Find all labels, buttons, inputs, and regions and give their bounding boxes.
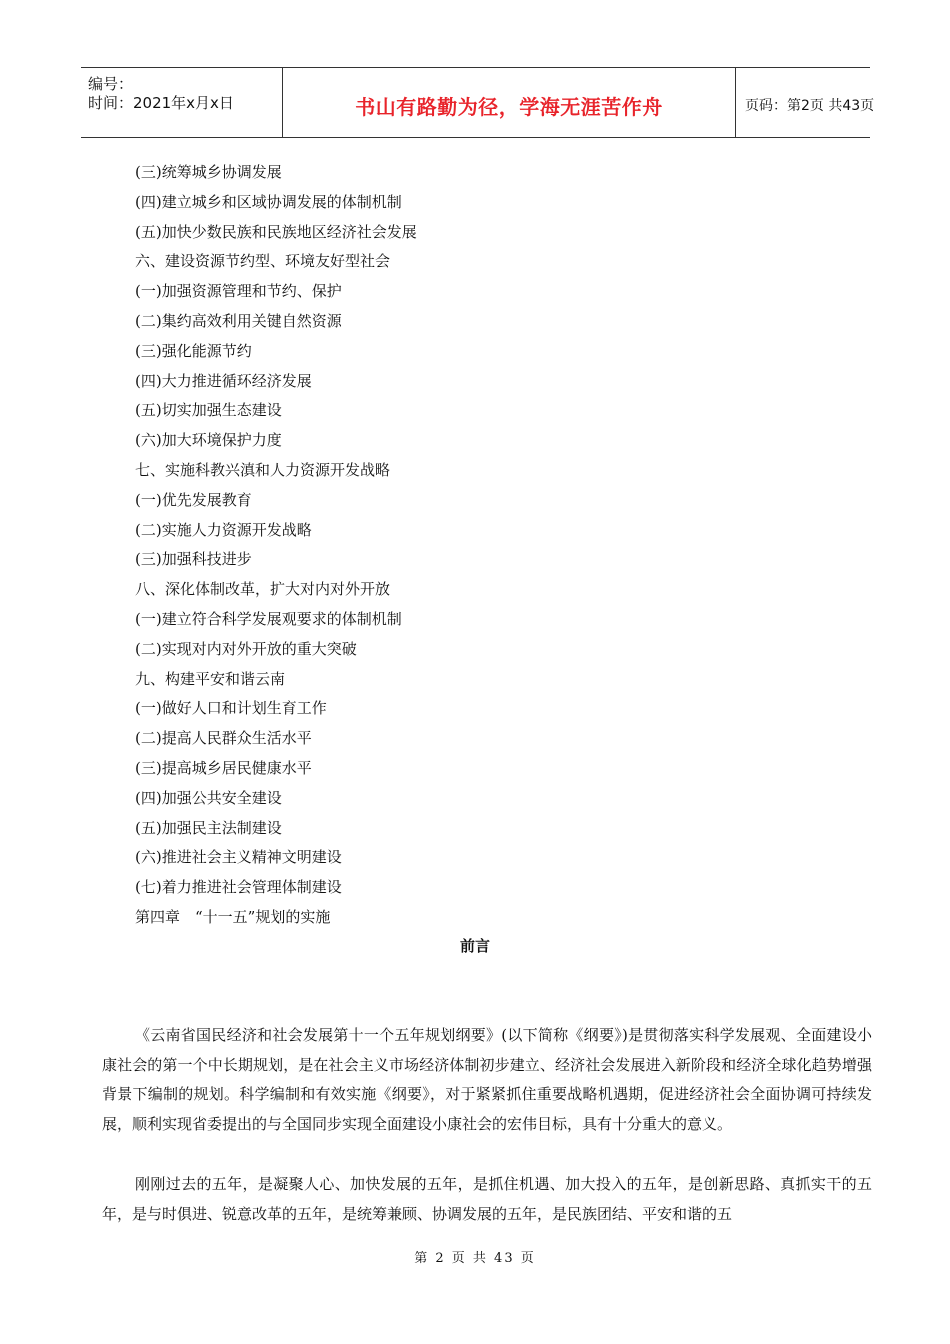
code-label: 编号： [88,75,134,93]
table-of-contents [135,158,417,933]
motto-text: 书山有路勤为径，学海无涯苦作舟 [355,95,663,119]
header-right-cell [736,68,875,137]
toc-item: (六)加大环境保护力度 [135,431,282,450]
toc-item: (二)集约高效利用关键自然资源 [135,311,342,330]
toc-item: (六)推进社会主义精神文明建设 [135,848,342,867]
toc-item: 第四章 “十一五”规划的实施 [135,907,331,926]
preface-paragraph-2: 刚刚过去的五年，是凝聚人心、加快发展的五年，是抓住机遇、加大投入的五年，是创新思路、真抓实干的五年，是与时俱进、锐意改革的五年，是统筹兼顾、协调发展的五年，是民族团结、平安和谐的五 [102,1175,872,1223]
toc-item: (四)建立城乡和区域协调发展的体制机制 [135,192,402,211]
toc-item: (五)切实加强生态建设 [135,401,282,420]
toc-item: (三)提高城乡居民健康水平 [135,758,312,777]
toc-item: (一)优先发展教育 [135,490,252,509]
toc-item: (三)加强科技进步 [135,550,252,569]
header-left-cell [81,68,283,137]
toc-item: 九、构建平安和谐云南 [135,669,286,688]
preface-paragraph-1: 《云南省国民经济和社会发展第十一个五年规划纲要》(以下简称《纲要》)是贯彻落实科学发展观、全面建设小康社会的第一个中长期规划，是在社会主义市场经济体制初步建立、经济社会发展进入新阶段和经济全球化趋势增强背景下编制的规划。科学编制和有效实施《纲要》，对于紧紧抓住重要战略机遇期，促进经济社会全面协调可持续发展，顺利实现省委提出的与全国同步实现全面建设小康社会的宏伟目标，具有十分重大的意义。 [102,1026,872,1133]
toc-item: (四)加强公共安全建设 [135,788,282,807]
date-label: 时间：2021年x月x日 [88,94,234,112]
toc-item: (三)统筹城乡协调发展 [135,163,282,181]
toc-item: 六、建设资源节约型、环境友好型社会 [135,252,391,271]
toc-item: (三)强化能源节约 [135,341,252,360]
toc-item: 七、实施科教兴滇和人力资源开发战略 [135,460,391,479]
toc-item: (二)实施人力资源开发战略 [135,520,312,539]
toc-item: (一)做好人口和计划生育工作 [135,699,327,718]
toc-item: 八、深化体制改革，扩大对内对外开放 [135,580,391,599]
header-motto-cell [283,68,736,137]
page-footer: 第 2 页 共 43 页 [414,1251,536,1266]
page-info: 页码：第2页 共43页 [745,98,875,114]
page-header [81,67,875,138]
toc-item: (二)实现对内对外开放的重大突破 [135,639,357,658]
toc-item: (一)加强资源管理和节约、保护 [135,282,342,301]
toc-item: (二)提高人民群众生活水平 [135,729,312,748]
toc-item: (四)大力推进循环经济发展 [135,371,312,390]
toc-item: (七)着力推进社会管理体制建设 [135,878,342,897]
toc-item: (五)加快少数民族和民族地区经济社会发展 [135,222,417,241]
toc-item: (五)加强民主法制建设 [135,818,282,837]
toc-item: (一)建立符合科学发展观要求的体制机制 [135,609,402,628]
preface-title: 前言 [459,937,490,955]
